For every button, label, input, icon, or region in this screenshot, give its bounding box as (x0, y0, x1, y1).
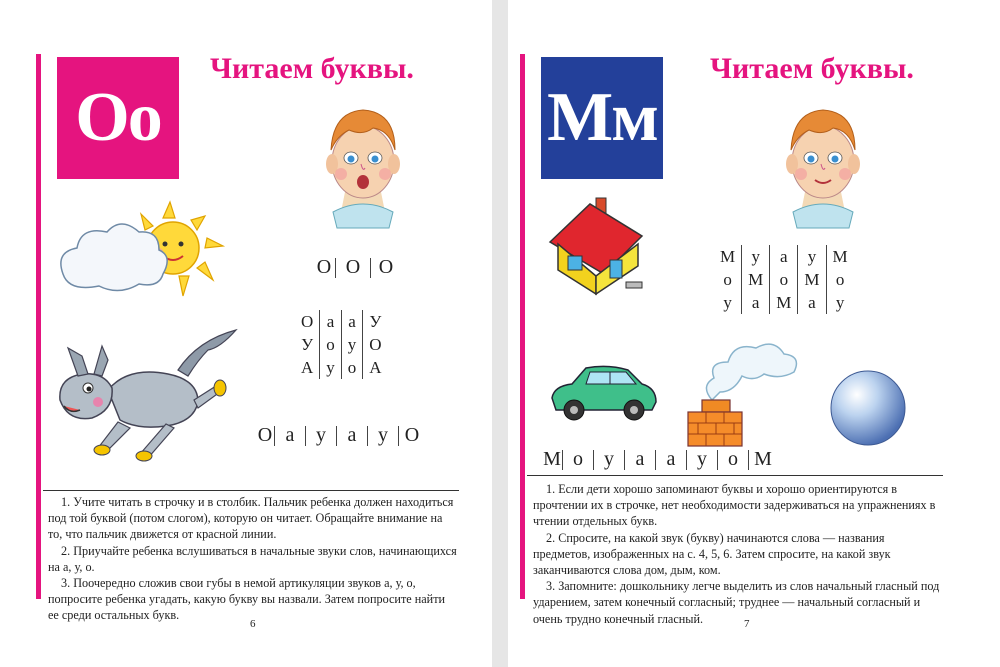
ball-icon (828, 368, 908, 448)
grid-cell: о (770, 268, 798, 291)
letter-cell: М (754, 448, 772, 470)
page-title: Читаем буквы. (710, 52, 914, 85)
grid-cell: У (363, 310, 388, 333)
letter-cell: а (635, 448, 645, 470)
letter-box-m: Мм (541, 57, 663, 179)
page-title: Читаем буквы. (210, 52, 414, 85)
grid-cell: А (363, 356, 388, 379)
letter-cell: О (316, 256, 332, 278)
book-gutter (492, 0, 508, 667)
car-icon (548, 362, 660, 424)
letter-row (542, 448, 777, 471)
grid-cell: О (301, 312, 314, 331)
grid-cell: М (798, 268, 826, 291)
instruction-rule (527, 475, 943, 476)
grid-cell: у (341, 333, 363, 356)
grid-cell: М (742, 268, 770, 291)
instruction-rule (43, 490, 459, 491)
letter-cell: у (697, 448, 707, 470)
instructions (533, 481, 943, 627)
page-number: 6 (250, 618, 256, 630)
instruction-paragraph: 1. Учите читать в строчку и в столбик. Пальчик ребенка должен находиться под той буквой (потом слогом), которую он читает. Обращайте внимание на то, что пальчик движется от красной линии. (48, 495, 454, 542)
grid-cell: М (770, 291, 798, 314)
boy-face-icon (323, 100, 403, 230)
instruction-paragraph: 3. Запомните: дошкольнику легче выделить из слов начальный гласный под ударением, затем конечный согласный; труднее — начальный согласный и очень трудно конечный гласный. (533, 579, 940, 626)
grid-cell: у (826, 291, 854, 314)
letter-row-1 (313, 256, 401, 279)
grid-cell: а (770, 245, 798, 268)
grid-cell: у (320, 356, 342, 379)
grid-cell: М (826, 245, 854, 268)
red-margin-line (520, 54, 525, 599)
letter-grid (714, 245, 854, 314)
instruction-paragraph: 2. Приучайте ребенка вслушиваться в начальные звуки слов, начинающихся на а, у, о. (48, 543, 457, 574)
grid-cell: у (798, 245, 826, 268)
instruction-paragraph: 1. Если дети хорошо запоминают буквы и хорошо ориентируются в прочтении их в строчке, нет необходимости задерживаться на упражнениях в чтении отдельных букв. (533, 482, 936, 529)
grid-cell: А (301, 358, 314, 377)
grid-cell: а (320, 310, 342, 333)
letter-cell: у (604, 448, 614, 470)
chimney-smoke-icon (684, 336, 804, 448)
page-left (0, 0, 492, 667)
instructions (48, 494, 458, 624)
grid-cell: М (720, 247, 736, 266)
page-right (508, 0, 1000, 667)
grid-cell: О (363, 333, 388, 356)
letter-cell: М (543, 448, 561, 470)
letter-cell: у (316, 424, 326, 446)
letter-cell: а (347, 424, 357, 446)
boy-face-icon (783, 100, 863, 230)
letter-cell: а (285, 424, 295, 446)
letter-cell: О (345, 256, 361, 278)
instruction-paragraph: 2. Спросите, на какой звук (букву) начинаются слова — названия предметов, изображенных на с. 4, 5, 6. Затем спросите, на какой звук заканчиваются слова дом, дым, ком. (533, 530, 891, 578)
grid-cell: у (723, 293, 732, 312)
page-number: 7 (744, 618, 750, 630)
house-icon (544, 196, 654, 296)
sun-cloud-icon (55, 196, 230, 306)
grid-cell: а (798, 291, 826, 314)
grid-cell: а (742, 291, 770, 314)
letter-row-2 (256, 424, 425, 447)
letter-cell: о (573, 448, 583, 470)
donkey-icon (48, 330, 243, 465)
letter-cell: а (666, 448, 676, 470)
letter-box-o: Оо (57, 57, 179, 179)
letter-cell: О (404, 424, 420, 446)
letter-cell: О (378, 256, 394, 278)
grid-cell: У (301, 335, 314, 354)
letter-cell: о (728, 448, 738, 470)
instruction-paragraph: 3. Поочередно сложив свои губы в немой артикуляции звуков а, у, о, попросите ребенка угадать, какую букву вы назвали. Затем попросите найти ее среди остальных букв. (48, 576, 446, 623)
grid-cell: о (723, 270, 732, 289)
grid-cell: а (341, 310, 363, 333)
letter-cell: О (257, 424, 273, 446)
letter-grid (295, 310, 388, 379)
grid-cell: о (320, 333, 342, 356)
grid-cell: о (826, 268, 854, 291)
red-margin-line (36, 54, 41, 599)
grid-cell: у (742, 245, 770, 268)
grid-cell: о (341, 356, 363, 379)
letter-cell: у (378, 424, 388, 446)
